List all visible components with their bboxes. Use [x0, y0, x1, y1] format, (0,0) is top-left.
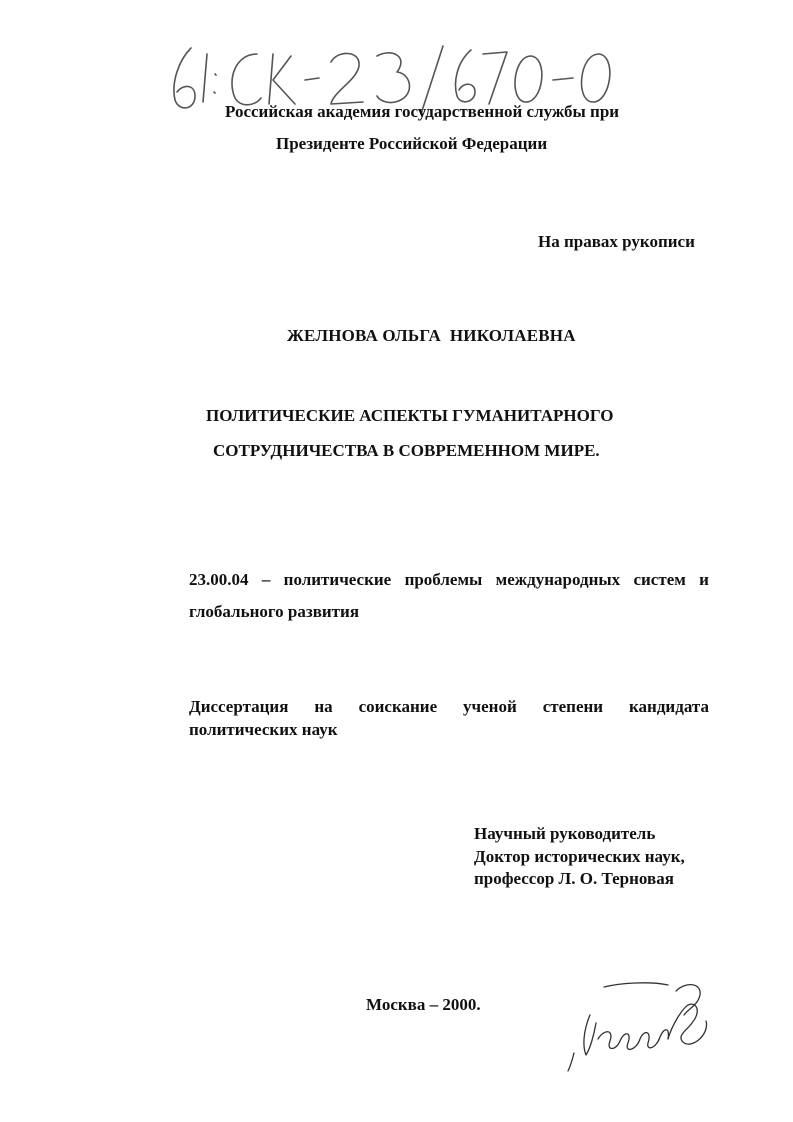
- rights-note: На правах рукописи: [538, 232, 695, 251]
- specialty-line-1: [189, 570, 709, 590]
- specialty-word: политические: [283, 570, 392, 589]
- signature-drawing: [560, 975, 730, 1075]
- author-name: ЖЕЛНОВА ОЛЬГА НИКОЛАЕВНА: [287, 326, 576, 345]
- degree-word: на: [314, 697, 333, 716]
- degree-word: кандидата: [629, 697, 709, 716]
- institution-line-2: Президенте Российской Федерации: [276, 134, 548, 153]
- specialty-word: 23.00.04: [189, 570, 249, 589]
- dissertation-title-line-2: СОТРУДНИЧЕСТВА В СОВРЕМЕННОМ МИРЕ.: [213, 441, 600, 460]
- degree-word: соискание: [358, 697, 438, 716]
- degree-line-1: [189, 697, 709, 717]
- degree-line-2: политических наук: [189, 720, 338, 739]
- specialty-word: международных: [495, 570, 621, 589]
- institution-line-1: Российская академия государственной службы при: [225, 102, 620, 121]
- specialty-line-2: глобального развития: [189, 602, 360, 621]
- specialty-word: и: [699, 570, 709, 589]
- degree-word: Диссертация: [189, 697, 289, 716]
- degree-word: степени: [542, 697, 604, 716]
- supervisor-role: Научный руководитель: [474, 824, 656, 843]
- handwritten-signature: [560, 975, 730, 1075]
- specialty-word: –: [261, 570, 271, 589]
- degree-word: ученой: [463, 697, 517, 716]
- specialty-word: систем: [633, 570, 686, 589]
- supervisor-name: профессор Л. О. Терновая: [474, 869, 674, 888]
- dissertation-title-line-1: ПОЛИТИЧЕСКИЕ АСПЕКТЫ ГУМАНИТАРНОГО: [206, 406, 614, 425]
- place-and-year: Москва – 2000.: [366, 995, 481, 1014]
- specialty-word: проблемы: [404, 570, 483, 589]
- supervisor-degree: Доктор исторических наук,: [474, 847, 685, 866]
